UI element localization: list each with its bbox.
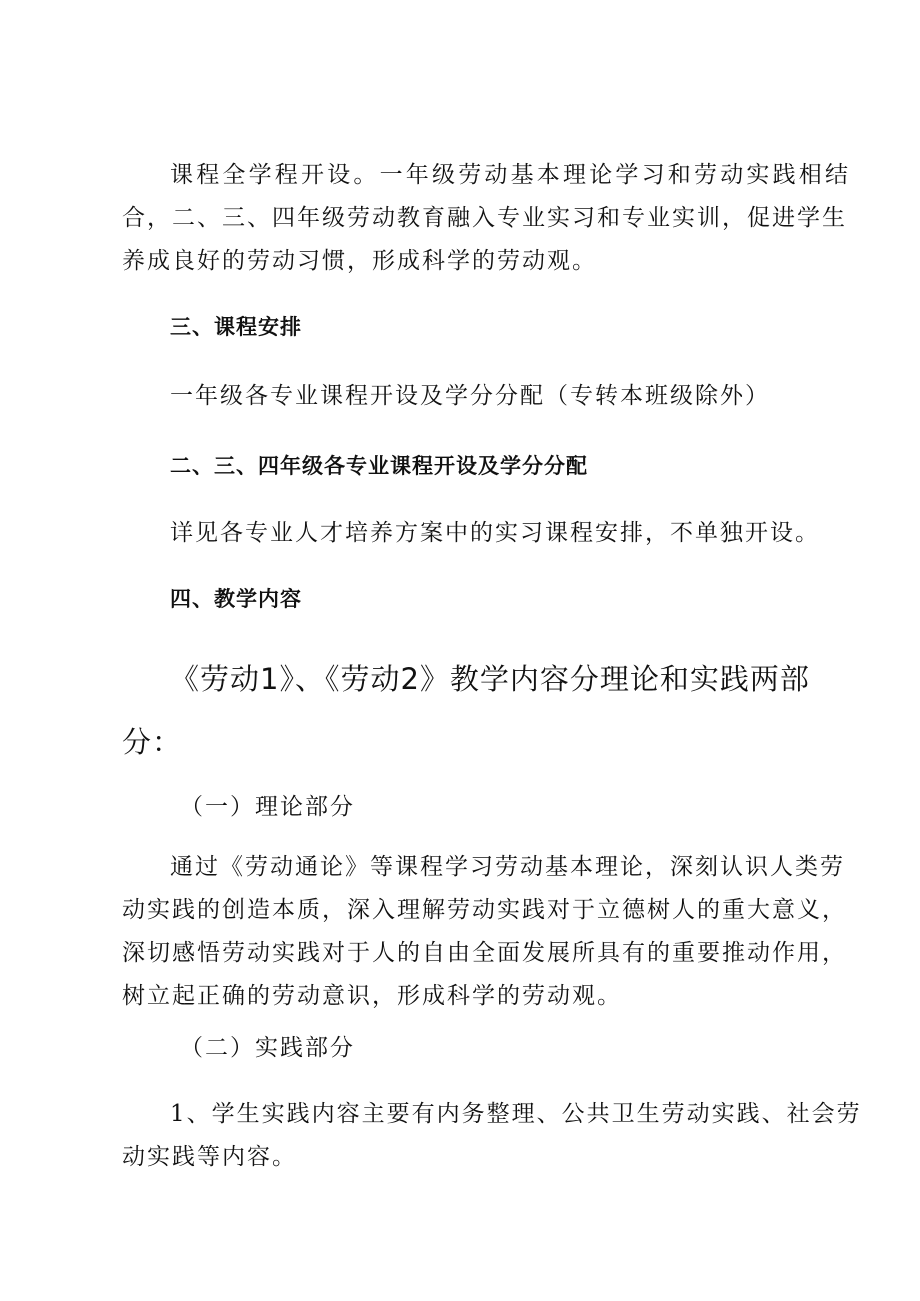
text-line: 树立起正确的劳动意识，形成科学的劳动观。 — [122, 983, 622, 1009]
text-line: 通过《劳动通论》等课程学习劳动基本理论，深刻认识人类劳 — [170, 854, 845, 880]
section-heading-course-arrangement: 三、课程安排 — [170, 315, 302, 339]
text-line: 课程全学程开设。一年级劳动基本理论学习和劳动实践相结 — [170, 162, 852, 188]
teaching-content-intro-line: 分： — [122, 725, 183, 759]
teaching-content-intro-line: 《劳动1》、《劳动2》教学内容分理论和实践两部 — [170, 662, 810, 696]
section-heading-teaching-content: 四、教学内容 — [170, 587, 302, 611]
text-year-1-note: 一年级各专业课程开设及学分分配（专转本班级除外） — [170, 383, 770, 409]
subheading-practice-part: （二）实践部分 — [180, 1035, 355, 1061]
text-line: 动实践的创造本质，深入理解劳动实践对于立德树人的重大意义， — [122, 897, 847, 923]
text-line: 深切感悟劳动实践对于人的自由全面发展所具有的重要推动作用， — [122, 940, 847, 966]
text-line: 合，二、三、四年级劳动教育融入专业实习和专业实训，促进学生 — [122, 205, 847, 231]
subheading-theory-part: （一）理论部分 — [180, 794, 355, 820]
text-line: 动实践等内容。 — [122, 1144, 297, 1170]
text-years-2-4-note: 详见各专业人才培养方案中的实习课程安排，不单独开设。 — [170, 520, 820, 546]
text-line: 养成良好的劳动习惯，形成科学的劳动观。 — [122, 248, 597, 274]
text-line: 1、学生实践内容主要有内务整理、公共卫生劳动实践、社会劳 — [170, 1101, 862, 1127]
subheading-years-2-4: 二、三、四年级各专业课程开设及学分分配 — [170, 454, 588, 478]
